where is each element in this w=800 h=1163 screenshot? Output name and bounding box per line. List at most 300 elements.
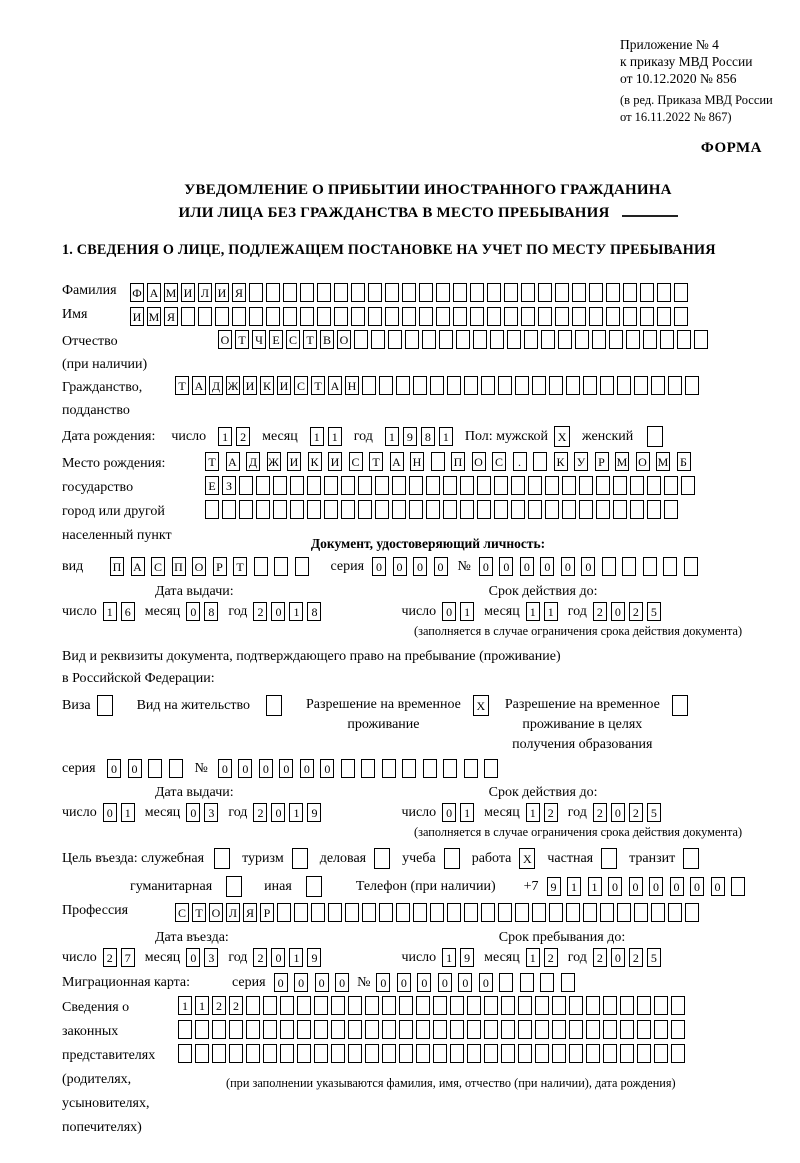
surname-cell[interactable]	[674, 283, 688, 302]
mig-number-cell[interactable]: 0	[479, 973, 493, 992]
citizenship-cell[interactable]	[498, 376, 512, 395]
patronymic-cell[interactable]	[660, 330, 674, 349]
firstname-cell[interactable]	[674, 307, 688, 326]
firstname-cell[interactable]	[317, 307, 331, 326]
birthplace-cell[interactable]	[239, 476, 253, 495]
firstname-cell[interactable]	[215, 307, 229, 326]
birthplace-cell[interactable]: К	[308, 452, 322, 471]
mig-number-cell[interactable]	[561, 973, 575, 992]
citizenship-cell[interactable]	[685, 376, 699, 395]
birthplace-cell[interactable]: А	[390, 452, 404, 471]
representative-cell[interactable]	[654, 1020, 668, 1039]
birthplace-cell[interactable]	[545, 476, 559, 495]
citizenship-cell[interactable]	[583, 376, 597, 395]
surname-cell[interactable]	[266, 283, 280, 302]
citizenship-cell[interactable]: С	[294, 376, 308, 395]
res-valid-year-cell[interactable]: 0	[611, 803, 625, 822]
firstname-cell[interactable]	[504, 307, 518, 326]
representative-cell[interactable]	[501, 1020, 515, 1039]
res-series-cell[interactable]	[169, 759, 183, 778]
profession-cell[interactable]	[447, 903, 461, 922]
representative-cell[interactable]	[586, 1020, 600, 1039]
id-number-cell[interactable]	[622, 557, 636, 576]
patronymic-cell[interactable]	[541, 330, 555, 349]
surname-cell[interactable]	[521, 283, 535, 302]
surname-cell[interactable]: М	[164, 283, 178, 302]
birthplace-cell[interactable]	[256, 476, 270, 495]
mig-number-cell[interactable]: 0	[438, 973, 452, 992]
patronymic-cell[interactable]	[354, 330, 368, 349]
firstname-cell[interactable]	[385, 307, 399, 326]
birthplace-cell[interactable]	[307, 476, 321, 495]
citizenship-cell[interactable]: Н	[345, 376, 359, 395]
birthplace-cell[interactable]	[358, 476, 372, 495]
representative-cell[interactable]	[229, 1044, 243, 1063]
res-number-cell[interactable]: 0	[279, 759, 293, 778]
citizenship-cell[interactable]	[549, 376, 563, 395]
id-kind-cell[interactable]: Р	[213, 557, 227, 576]
firstname-cell[interactable]	[232, 307, 246, 326]
phone-cell[interactable]	[731, 877, 745, 896]
profession-cell[interactable]	[600, 903, 614, 922]
birthplace-cell[interactable]: Т	[369, 452, 383, 471]
citizenship-cell[interactable]	[447, 376, 461, 395]
id-number-cell[interactable]: 0	[581, 557, 595, 576]
representative-cell[interactable]	[331, 1020, 345, 1039]
birthplace-cell[interactable]	[477, 500, 491, 519]
birth-year-cell[interactable]: 1	[385, 427, 399, 446]
id-valid-day-cell[interactable]: 0	[442, 602, 456, 621]
birthplace-cell[interactable]	[511, 500, 525, 519]
res-number-cell[interactable]	[341, 759, 355, 778]
representative-cell[interactable]	[484, 996, 498, 1015]
surname-cell[interactable]: Л	[198, 283, 212, 302]
citizenship-cell[interactable]: Т	[311, 376, 325, 395]
entry-day-cell[interactable]: 7	[121, 948, 135, 967]
mig-number-cell[interactable]	[520, 973, 534, 992]
birthplace-cell[interactable]	[630, 476, 644, 495]
entry-year-cell[interactable]: 1	[289, 948, 303, 967]
profession-cell[interactable]	[532, 903, 546, 922]
representative-cell[interactable]	[671, 1020, 685, 1039]
surname-cell[interactable]	[453, 283, 467, 302]
profession-cell[interactable]	[481, 903, 495, 922]
patronymic-cell[interactable]	[524, 330, 538, 349]
representative-cell[interactable]	[178, 1044, 192, 1063]
representative-cell[interactable]	[297, 996, 311, 1015]
citizenship-cell[interactable]	[668, 376, 682, 395]
profession-cell[interactable]	[311, 903, 325, 922]
res-valid-day-cell[interactable]: 1	[460, 803, 474, 822]
birthplace-cell[interactable]	[409, 476, 423, 495]
purpose-study-checkbox[interactable]	[444, 848, 460, 869]
birth-year-cell[interactable]: 9	[403, 427, 417, 446]
patronymic-cell[interactable]	[626, 330, 640, 349]
purpose-private-checkbox[interactable]	[601, 848, 617, 869]
representative-cell[interactable]	[246, 996, 260, 1015]
representative-cell[interactable]	[195, 1020, 209, 1039]
stay-month-cell[interactable]: 2	[544, 948, 558, 967]
mig-number-cell[interactable]: 0	[376, 973, 390, 992]
id-valid-month-cell[interactable]: 1	[526, 602, 540, 621]
firstname-cell[interactable]	[283, 307, 297, 326]
representative-cell[interactable]	[382, 1044, 396, 1063]
res-series-cell[interactable]	[148, 759, 162, 778]
representative-cell[interactable]	[518, 1044, 532, 1063]
firstname-cell[interactable]: И	[130, 307, 144, 326]
patronymic-cell[interactable]	[439, 330, 453, 349]
firstname-cell[interactable]	[453, 307, 467, 326]
representative-cell[interactable]: 2	[229, 996, 243, 1015]
surname-cell[interactable]	[368, 283, 382, 302]
patronymic-cell[interactable]	[388, 330, 402, 349]
representative-cell[interactable]	[297, 1020, 311, 1039]
birthplace-cell[interactable]: К	[554, 452, 568, 471]
representative-cell[interactable]	[535, 1020, 549, 1039]
residence-permit-checkbox[interactable]	[266, 695, 282, 716]
id-series-cell[interactable]: 0	[434, 557, 448, 576]
citizenship-cell[interactable]	[515, 376, 529, 395]
citizenship-cell[interactable]	[566, 376, 580, 395]
res-valid-year-cell[interactable]: 2	[593, 803, 607, 822]
res-number-cell[interactable]: 0	[320, 759, 334, 778]
representative-cell[interactable]	[586, 996, 600, 1015]
surname-cell[interactable]	[385, 283, 399, 302]
birthplace-cell[interactable]	[273, 500, 287, 519]
res-series-cell[interactable]: 0	[107, 759, 121, 778]
representative-cell[interactable]	[280, 996, 294, 1015]
surname-cell[interactable]: Я	[232, 283, 246, 302]
res-issue-month-cell[interactable]: 0	[186, 803, 200, 822]
profession-cell[interactable]: С	[175, 903, 189, 922]
id-valid-year-cell[interactable]: 2	[629, 602, 643, 621]
patronymic-cell[interactable]: Т	[235, 330, 249, 349]
birthplace-cell[interactable]: .	[513, 452, 527, 471]
representative-cell[interactable]	[314, 1044, 328, 1063]
birthplace-cell[interactable]: Р	[595, 452, 609, 471]
surname-cell[interactable]	[300, 283, 314, 302]
birthplace-cell[interactable]	[460, 476, 474, 495]
male-checkbox[interactable]: X	[554, 426, 570, 447]
representative-cell[interactable]	[314, 1020, 328, 1039]
representative-cell[interactable]	[637, 1044, 651, 1063]
id-kind-cell[interactable]	[274, 557, 288, 576]
representative-cell[interactable]	[433, 1044, 447, 1063]
birthplace-cell[interactable]	[528, 476, 542, 495]
birthplace-cell[interactable]	[545, 500, 559, 519]
patronymic-cell[interactable]	[490, 330, 504, 349]
citizenship-cell[interactable]	[430, 376, 444, 395]
representative-cell[interactable]	[501, 996, 515, 1015]
representative-cell[interactable]	[348, 1020, 362, 1039]
firstname-cell[interactable]	[640, 307, 654, 326]
birthplace-cell[interactable]: Д	[246, 452, 260, 471]
firstname-cell[interactable]	[198, 307, 212, 326]
id-number-cell[interactable]: 0	[479, 557, 493, 576]
representative-cell[interactable]	[399, 1020, 413, 1039]
birthplace-cell[interactable]	[426, 476, 440, 495]
representative-cell[interactable]	[450, 1020, 464, 1039]
representative-cell[interactable]	[348, 996, 362, 1015]
firstname-cell[interactable]	[487, 307, 501, 326]
patronymic-cell[interactable]	[677, 330, 691, 349]
birthplace-cell[interactable]: Н	[410, 452, 424, 471]
phone-cell[interactable]: 0	[690, 877, 704, 896]
profession-cell[interactable]	[685, 903, 699, 922]
birthplace-cell[interactable]	[596, 500, 610, 519]
representative-cell[interactable]	[637, 1020, 651, 1039]
representative-cell[interactable]	[637, 996, 651, 1015]
representative-cell[interactable]	[433, 996, 447, 1015]
representative-cell[interactable]	[399, 1044, 413, 1063]
birthplace-cell[interactable]	[392, 476, 406, 495]
id-series-cell[interactable]: 0	[372, 557, 386, 576]
profession-cell[interactable]	[464, 903, 478, 922]
representative-cell[interactable]	[263, 996, 277, 1015]
res-number-cell[interactable]: 0	[300, 759, 314, 778]
representative-cell[interactable]	[467, 1044, 481, 1063]
birthplace-cell[interactable]	[511, 476, 525, 495]
birthplace-cell[interactable]: С	[492, 452, 506, 471]
id-number-cell[interactable]	[663, 557, 677, 576]
representative-cell[interactable]	[331, 1044, 345, 1063]
phone-cell[interactable]: 0	[711, 877, 725, 896]
res-valid-month-cell[interactable]: 1	[526, 803, 540, 822]
representative-cell[interactable]	[433, 1020, 447, 1039]
surname-cell[interactable]	[249, 283, 263, 302]
res-number-cell[interactable]	[382, 759, 396, 778]
representative-cell[interactable]	[552, 1044, 566, 1063]
patronymic-cell[interactable]: О	[218, 330, 232, 349]
birthplace-cell[interactable]	[477, 476, 491, 495]
res-issue-year-cell[interactable]: 1	[289, 803, 303, 822]
birth-month-cell[interactable]: 1	[310, 427, 324, 446]
birthplace-cell[interactable]: А	[226, 452, 240, 471]
birthplace-cell[interactable]	[533, 452, 547, 471]
profession-cell[interactable]	[413, 903, 427, 922]
citizenship-cell[interactable]	[396, 376, 410, 395]
profession-cell[interactable]	[294, 903, 308, 922]
citizenship-cell[interactable]: Т	[175, 376, 189, 395]
phone-cell[interactable]: 9	[547, 877, 561, 896]
id-number-cell[interactable]	[602, 557, 616, 576]
birthplace-cell[interactable]	[443, 476, 457, 495]
entry-year-cell[interactable]: 2	[253, 948, 267, 967]
birthplace-cell[interactable]	[443, 500, 457, 519]
id-valid-month-cell[interactable]: 1	[544, 602, 558, 621]
representative-cell[interactable]	[467, 1020, 481, 1039]
firstname-cell[interactable]	[623, 307, 637, 326]
representative-cell[interactable]	[331, 996, 345, 1015]
representative-cell[interactable]	[450, 996, 464, 1015]
surname-cell[interactable]	[402, 283, 416, 302]
phone-cell[interactable]: 0	[649, 877, 663, 896]
surname-cell[interactable]	[555, 283, 569, 302]
id-number-cell[interactable]	[643, 557, 657, 576]
profession-cell[interactable]	[634, 903, 648, 922]
mig-number-cell[interactable]	[540, 973, 554, 992]
birthplace-cell[interactable]: И	[287, 452, 301, 471]
firstname-cell[interactable]	[300, 307, 314, 326]
birthplace-cell[interactable]	[307, 500, 321, 519]
surname-cell[interactable]	[606, 283, 620, 302]
res-issue-year-cell[interactable]: 2	[253, 803, 267, 822]
patronymic-cell[interactable]: С	[286, 330, 300, 349]
birthplace-cell[interactable]: П	[451, 452, 465, 471]
birthplace-cell[interactable]	[494, 500, 508, 519]
representative-cell[interactable]	[263, 1044, 277, 1063]
purpose-other-checkbox[interactable]	[306, 876, 322, 897]
res-number-cell[interactable]	[464, 759, 478, 778]
birthplace-cell[interactable]	[290, 476, 304, 495]
birthplace-cell[interactable]	[324, 500, 338, 519]
purpose-business-checkbox[interactable]	[374, 848, 390, 869]
firstname-cell[interactable]	[555, 307, 569, 326]
mig-series-cell[interactable]: 0	[274, 973, 288, 992]
representative-cell[interactable]	[212, 1044, 226, 1063]
res-number-cell[interactable]: 0	[259, 759, 273, 778]
profession-cell[interactable]	[515, 903, 529, 922]
birthplace-cell[interactable]: О	[472, 452, 486, 471]
surname-cell[interactable]	[317, 283, 331, 302]
representative-cell[interactable]	[569, 996, 583, 1015]
birthplace-cell[interactable]: Б	[677, 452, 691, 471]
representative-cell[interactable]	[518, 996, 532, 1015]
profession-cell[interactable]	[583, 903, 597, 922]
representative-cell[interactable]	[450, 1044, 464, 1063]
representative-cell[interactable]: 1	[195, 996, 209, 1015]
entry-month-cell[interactable]: 3	[204, 948, 218, 967]
surname-cell[interactable]: А	[147, 283, 161, 302]
id-issue-year-cell[interactable]: 8	[307, 602, 321, 621]
patronymic-cell[interactable]	[558, 330, 572, 349]
mig-number-cell[interactable]: 0	[397, 973, 411, 992]
patronymic-cell[interactable]	[422, 330, 436, 349]
id-series-cell[interactable]: 0	[413, 557, 427, 576]
representative-cell[interactable]	[603, 996, 617, 1015]
surname-cell[interactable]	[623, 283, 637, 302]
profession-cell[interactable]	[328, 903, 342, 922]
res-number-cell[interactable]	[402, 759, 416, 778]
firstname-cell[interactable]	[572, 307, 586, 326]
birthplace-cell[interactable]	[239, 500, 253, 519]
representative-cell[interactable]	[467, 996, 481, 1015]
purpose-transit-checkbox[interactable]	[683, 848, 699, 869]
profession-cell[interactable]: Я	[243, 903, 257, 922]
representative-cell[interactable]	[569, 1044, 583, 1063]
citizenship-cell[interactable]: И	[277, 376, 291, 395]
representative-cell[interactable]	[382, 996, 396, 1015]
id-issue-year-cell[interactable]: 1	[289, 602, 303, 621]
representative-cell[interactable]	[263, 1020, 277, 1039]
birth-day-cell[interactable]: 1	[218, 427, 232, 446]
id-number-cell[interactable]	[684, 557, 698, 576]
id-issue-year-cell[interactable]: 0	[271, 602, 285, 621]
citizenship-cell[interactable]	[464, 376, 478, 395]
profession-cell[interactable]	[617, 903, 631, 922]
profession-cell[interactable]	[549, 903, 563, 922]
citizenship-cell[interactable]: Д	[209, 376, 223, 395]
patronymic-cell[interactable]	[643, 330, 657, 349]
birthplace-cell[interactable]	[579, 500, 593, 519]
id-kind-cell[interactable]: С	[151, 557, 165, 576]
citizenship-cell[interactable]	[651, 376, 665, 395]
surname-cell[interactable]: И	[215, 283, 229, 302]
res-number-cell[interactable]	[361, 759, 375, 778]
purpose-work-checkbox[interactable]: X	[519, 848, 535, 869]
surname-cell[interactable]: Ф	[130, 283, 144, 302]
firstname-cell[interactable]	[351, 307, 365, 326]
birthplace-cell[interactable]	[431, 452, 445, 471]
birthplace-cell[interactable]	[392, 500, 406, 519]
phone-cell[interactable]: 0	[670, 877, 684, 896]
profession-cell[interactable]	[396, 903, 410, 922]
birthplace-cell[interactable]	[562, 476, 576, 495]
birth-year-cell[interactable]: 8	[421, 427, 435, 446]
firstname-cell[interactable]	[470, 307, 484, 326]
id-series-cell[interactable]: 0	[393, 557, 407, 576]
citizenship-cell[interactable]: Ж	[226, 376, 240, 395]
birthplace-cell[interactable]	[375, 500, 389, 519]
id-issue-month-cell[interactable]: 0	[186, 602, 200, 621]
representative-cell[interactable]	[671, 996, 685, 1015]
representative-cell[interactable]	[246, 1044, 260, 1063]
id-number-cell[interactable]: 0	[520, 557, 534, 576]
representative-cell[interactable]	[195, 1044, 209, 1063]
citizenship-cell[interactable]: А	[192, 376, 206, 395]
stay-year-cell[interactable]: 2	[629, 948, 643, 967]
id-kind-cell[interactable]: П	[110, 557, 124, 576]
patronymic-cell[interactable]	[592, 330, 606, 349]
patronymic-cell[interactable]: О	[337, 330, 351, 349]
birthplace-cell[interactable]	[358, 500, 372, 519]
profession-cell[interactable]	[379, 903, 393, 922]
surname-cell[interactable]	[538, 283, 552, 302]
birthplace-cell[interactable]	[613, 476, 627, 495]
surname-cell[interactable]	[589, 283, 603, 302]
birthplace-cell[interactable]	[341, 476, 355, 495]
firstname-cell[interactable]	[266, 307, 280, 326]
birthplace-cell[interactable]	[664, 476, 678, 495]
birthplace-cell[interactable]	[324, 476, 338, 495]
res-issue-day-cell[interactable]: 0	[103, 803, 117, 822]
birthplace-cell[interactable]	[256, 500, 270, 519]
profession-cell[interactable]	[430, 903, 444, 922]
surname-cell[interactable]	[640, 283, 654, 302]
res-valid-month-cell[interactable]: 2	[544, 803, 558, 822]
profession-cell[interactable]	[345, 903, 359, 922]
res-number-cell[interactable]	[484, 759, 498, 778]
citizenship-cell[interactable]	[413, 376, 427, 395]
surname-cell[interactable]	[436, 283, 450, 302]
citizenship-cell[interactable]: И	[243, 376, 257, 395]
birthplace-cell[interactable]	[375, 476, 389, 495]
representative-cell[interactable]	[212, 1020, 226, 1039]
profession-cell[interactable]	[566, 903, 580, 922]
birthplace-cell[interactable]: С	[349, 452, 363, 471]
res-issue-day-cell[interactable]: 1	[121, 803, 135, 822]
surname-cell[interactable]	[572, 283, 586, 302]
mig-series-cell[interactable]: 0	[294, 973, 308, 992]
profession-cell[interactable]: Р	[260, 903, 274, 922]
citizenship-cell[interactable]	[532, 376, 546, 395]
patronymic-cell[interactable]: Е	[269, 330, 283, 349]
purpose-humanitarian-checkbox[interactable]	[226, 876, 242, 897]
profession-cell[interactable]	[651, 903, 665, 922]
id-issue-day-cell[interactable]: 6	[121, 602, 135, 621]
representative-cell[interactable]	[603, 1044, 617, 1063]
representative-cell[interactable]	[654, 996, 668, 1015]
